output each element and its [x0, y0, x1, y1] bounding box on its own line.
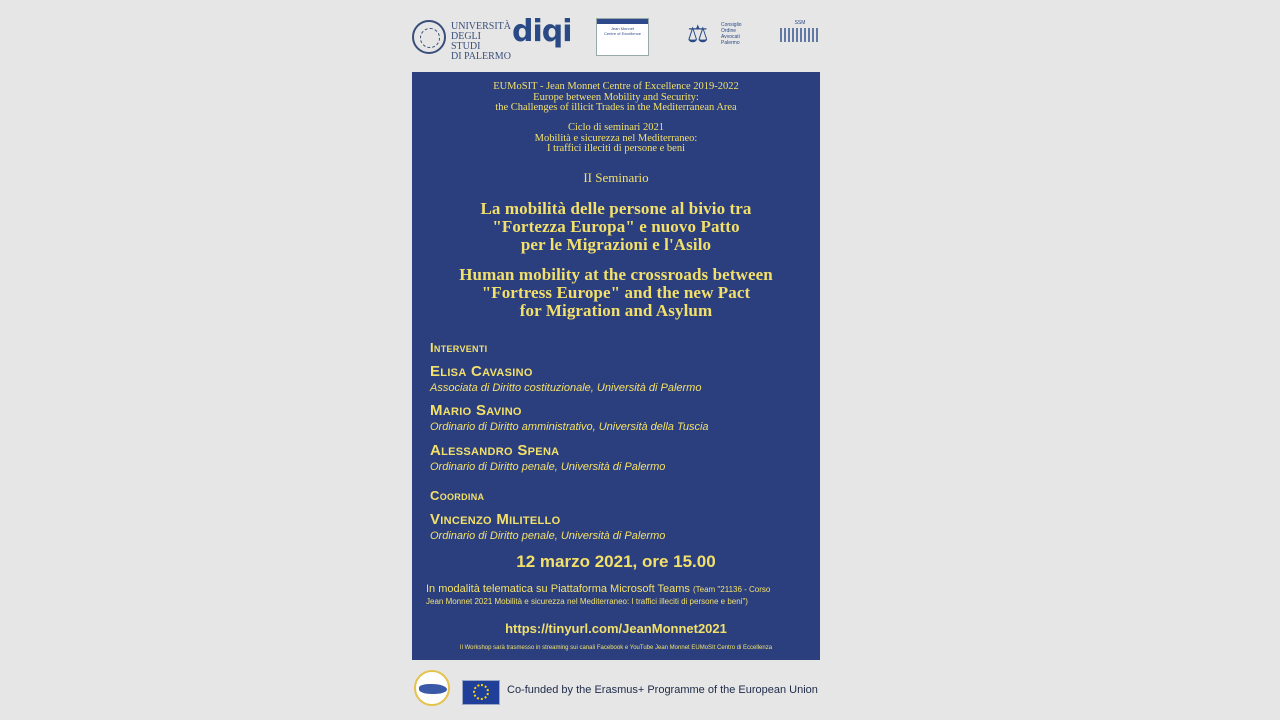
ssm-building-icon: [780, 28, 820, 42]
cycle-line-2: Mobilità e sicurezza nel Mediterraneo:: [534, 132, 698, 144]
title-en-line-1: Human mobility at the crossroads between: [459, 265, 773, 284]
title-en-line-3: for Migration and Asylum: [519, 301, 713, 320]
title-it-line-1: La mobilità delle persone al bivio tra: [480, 199, 752, 218]
diqi-logo: [512, 14, 570, 62]
eu-flag-icon: [462, 680, 500, 705]
speaker-name: Elisa Cavasino: [430, 363, 533, 380]
speaker-role: Ordinario di Diritto penale, Università di Palermo: [430, 461, 666, 473]
speaker-role: Ordinario di Diritto amministrativo, Università della Tuscia: [430, 421, 709, 433]
title-en-line-2: "Fortress Europe" and the new Pact: [481, 283, 751, 302]
coordinator-role: Ordinario di Diritto penale, Università di Palermo: [430, 530, 666, 542]
header-line-1: EUMoSIT - Jean Monnet Centre of Excellence 2019-2022: [493, 81, 739, 92]
title-it-line-3: per le Migrazioni e l'Asilo: [520, 235, 712, 254]
unipa-line-2: DEGLI STUDI: [451, 31, 481, 52]
title-it-line-2: "Fortezza Europa" e nuovo Patto: [492, 217, 740, 236]
cycle-line-1: Ciclo di seminari 2021: [568, 122, 664, 133]
avv-line-2: Ordine: [721, 28, 737, 34]
funding-strip: [412, 668, 832, 712]
unipa-line-1: UNIVERSITÀ: [451, 21, 511, 32]
poster-header: [412, 82, 820, 114]
mediterranean-logo-icon: [414, 670, 450, 706]
university-palermo-logo: [412, 18, 511, 62]
streaming-note: Il Workshop sarà trasmesso in streaming sui canali Facebook e YouTube Jean Monnet EUMoSIt Centro di Eccellenza: [459, 645, 773, 651]
jm-card-line-2: Centre of Excellence: [604, 31, 641, 36]
interventi-heading: Interventi: [430, 340, 488, 355]
seminar-number: II Seminario: [583, 170, 649, 185]
title-italian: [412, 200, 820, 254]
speaker-role: Associata di Diritto costituzionale, Università di Palermo: [430, 382, 702, 394]
jean-monnet-card-logo: [596, 18, 649, 56]
mode-line-2: Jean Monnet 2021 Mobilità e sicurezza nel Mediterraneo: I traffici illeciti di persone e beni"): [426, 597, 748, 606]
online-mode-info: [426, 583, 816, 608]
cycle-line-3: I traffici illeciti di persone e beni: [546, 143, 685, 154]
ssm-logo: [778, 20, 822, 58]
logos-strip: [412, 14, 822, 62]
mode-team: (Team "21136 - Corso: [692, 585, 771, 594]
speaker-name: Mario Savino: [430, 402, 522, 419]
header-line-3: the Challenges of illicit Trades in the Mediterranean Area: [495, 102, 737, 113]
scales-icon: ⚖: [687, 21, 709, 48]
header-line-2: Europe between Mobility and Security:: [533, 91, 699, 103]
mode-main: In modalità telematica su Piattaforma Microsoft Teams: [426, 583, 690, 595]
title-english: [412, 266, 820, 320]
avv-line-3: Avvocati: [721, 34, 740, 40]
coordina-heading: Coordina: [430, 488, 485, 503]
ordine-avvocati-logo: [687, 20, 757, 58]
event-date: 12 marzo 2021, ore 15.00: [516, 552, 716, 571]
university-seal-icon: [412, 20, 446, 54]
coordinator-name: Vincenzo Militello: [430, 511, 561, 528]
unipa-line-3: DI PALERMO: [451, 51, 511, 62]
avv-line-4: Palermo: [721, 40, 740, 46]
cofunded-text: Co-funded by the Erasmus+ Programme of the European Union: [507, 684, 818, 696]
avv-line-1: Consiglio: [721, 22, 742, 28]
cycle-block: [412, 123, 820, 155]
event-link[interactable]: https://tinyurl.com/JeanMonnet2021: [505, 621, 727, 636]
ssm-label: SSM: [794, 20, 806, 26]
diqi-wordmark: diqi: [512, 14, 572, 49]
speaker-name: Alessandro Spena: [430, 442, 560, 459]
jm-card-line-1: Jean Monnet: [610, 26, 635, 31]
seminar-poster: [412, 72, 820, 660]
